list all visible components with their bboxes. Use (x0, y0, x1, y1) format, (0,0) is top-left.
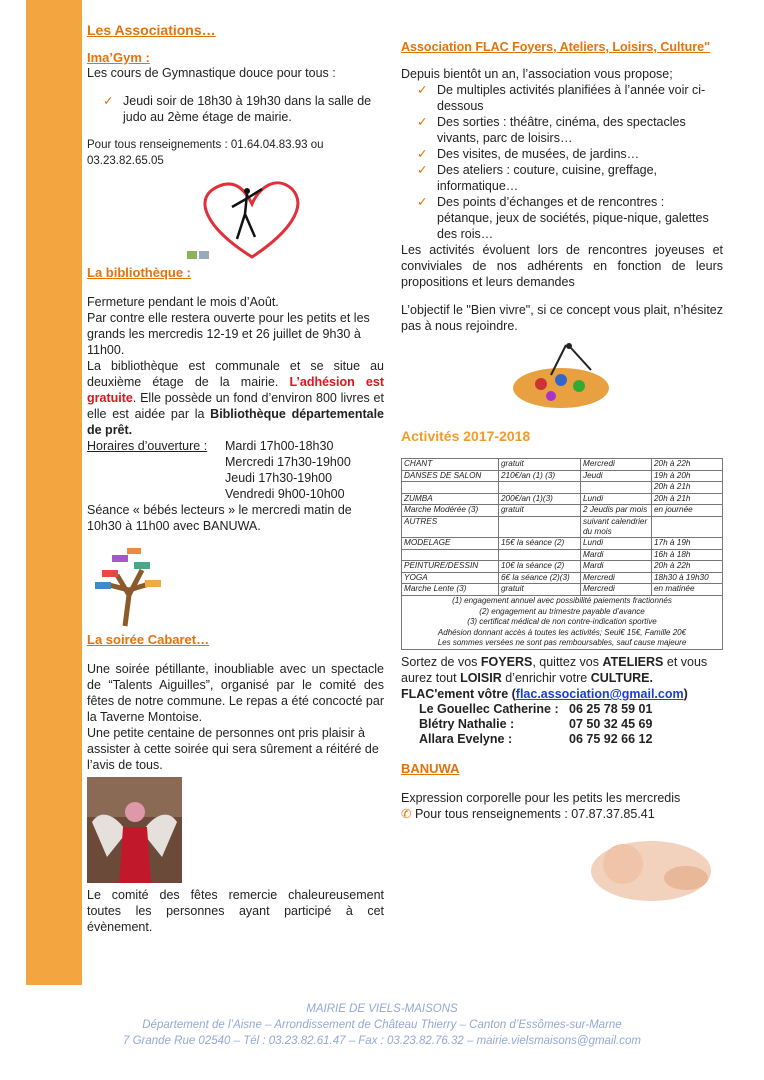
bibliotheque-communal: La bibliothèque est communale et se situe au deuxième étage de la mairie. L’adhésion est gratuite. Elle possède un fond d’environ 800 livres et elle est aidée par la Bibliothèque départementale de prêt. (87, 359, 384, 437)
art-palette-image (401, 340, 723, 414)
flac-slogan: Sortez de vos FOYERS, quittez vos ATELIERS et vous aurez tout LOISIR d’enrichir votre CULTURE. (401, 654, 708, 685)
table-cell (499, 482, 581, 494)
cabaret-p2: Une petite centaine de personnes ont pris plaisir à assister à cette soirée qui sera sûrement a réitéré de l’avis de tous. (87, 726, 379, 772)
flac-objectif-paragraph: L’objectif le "Bien vivre", si ce concept vous plait, n’hésitez pas à nous rejoindre. (401, 303, 723, 333)
table-cell: 19h à 20h (652, 470, 723, 482)
table-cell (581, 482, 652, 494)
footer: MAIRIE DE VIELS-MAISONS Département de l’Aisne – Arrondissement de Château Thierry – Canton d’Essômes-sur-Marne 7 Grande Rue 02540 – Tél : 03.23.82.61.47 – Fax : 03.23.82.76.32 – mairie.vielsmaisons@gmail.com (123, 1003, 641, 1047)
left-column (87, 22, 384, 935)
table-cell: YOGA (402, 572, 499, 584)
table-row (402, 549, 723, 561)
table-cell: AUTRES (402, 516, 499, 537)
table-cell: 17h à 19h (652, 537, 723, 549)
list-item: ✓ Des sorties : théâtre, cinéma, des spectacles vivants, parc de loisirs… (417, 115, 686, 145)
table-cell: Mercredi (581, 584, 652, 596)
imagym-list (95, 93, 384, 125)
activities-table (401, 458, 723, 596)
baby-photo (401, 826, 723, 902)
table-cell: 20h à 21h (652, 493, 723, 505)
flac-intro: Depuis bientôt un an, l’association vous propose; (401, 67, 673, 81)
table-cell: gratuit (499, 584, 581, 596)
flac-activities-paragraph: Les activités évoluent lors de rencontres joyeuses et conviviales de nos adhérents en fonction de leurs propositions et leurs demandes (401, 243, 723, 289)
flac-contact-line: FLAC'ement vôtre (flac.association@gmail.com) (401, 686, 688, 701)
book-tree-image (87, 540, 384, 628)
imagym-info: Pour tous renseignements : 01.64.04.83.93 ou 03.23.82.65.05 (87, 139, 324, 167)
flac-title: Association FLAC Foyers, Ateliers, Loisirs, Culture" (401, 40, 711, 54)
table-row (402, 537, 723, 549)
table-cell (499, 549, 581, 561)
table-cell (402, 482, 499, 494)
cabaret-p1: Une soirée pétillante, inoubliable avec un spectacle de “Talents Aiguilles”, organisé par le comité des fêtes de notre commune. Le repas a été concocté par la Taverne Montoise. (87, 662, 384, 724)
checkmark-icon: ✓ (417, 195, 428, 209)
table-cell: MODELAGE (402, 537, 499, 549)
table-row (402, 505, 723, 517)
list-item: ✓ Des visites, de musées, de jardins… (417, 147, 640, 161)
checkmark-icon: ✓ (103, 94, 114, 108)
list-item: ✓ Des ateliers : couture, cuisine, greffage, informatique… (417, 163, 658, 193)
table-cell (499, 516, 581, 537)
table-cell: 200€/an (1)(3) (499, 493, 581, 505)
bebes-lecteurs: Séance « bébés lecteurs » le mercredi matin de 10h30 à 11h00 avec BANUWA. (87, 503, 352, 533)
table-cell: 15€ la séance (2) (499, 537, 581, 549)
table-row (402, 459, 723, 471)
table-row (402, 516, 723, 537)
table-cell: Lundi (581, 537, 652, 549)
table-row (402, 572, 723, 584)
cabaret-title: La soirée Cabaret… (87, 632, 210, 647)
table-cell: CHANT (402, 459, 499, 471)
banuwa-paragraph: Expression corporelle pour les petits les mercredis (401, 790, 681, 805)
table-cell: Mardi (581, 561, 652, 573)
table-cell (652, 516, 723, 537)
table-row (402, 584, 723, 596)
table-cell: 210€/an (1) (3) (499, 470, 581, 482)
checkmark-icon: ✓ (417, 147, 428, 161)
table-cell: Mardi (581, 549, 652, 561)
imagym-intro: Les cours de Gymnastique douce pour tous : (87, 66, 336, 80)
phone-icon: ✆ (401, 806, 412, 821)
table-cell: Marche Modérée (3) (402, 505, 499, 517)
table-row (402, 482, 723, 494)
banuwa-title: BANUWA (401, 760, 460, 776)
table-cell: Mercredi (581, 572, 652, 584)
activities-title: Activités 2017-2018 (401, 428, 531, 444)
imagym-title: Ima’Gym : (87, 50, 150, 65)
checkmark-icon: ✓ (417, 83, 428, 97)
cabaret-p3: Le comité des fêtes remercie chaleureusement toutes les personnes ayant participé à cet évènement. (87, 888, 384, 934)
table-cell: DANSES DE SALON (402, 470, 499, 482)
table-cell: Mercredi (581, 459, 652, 471)
checkmark-icon: ✓ (417, 115, 428, 129)
bibliotheque-closing: Fermeture pendant le mois d’Août. (87, 295, 279, 309)
table-cell: 16h à 18h (652, 549, 723, 561)
bibliotheque-title: La bibliothèque : (87, 265, 191, 280)
right-column (401, 22, 723, 902)
cabaret-photo (87, 777, 384, 883)
banuwa-info: ✆ Pour tous renseignements : 07.87.37.85.41 (401, 806, 655, 821)
table-cell: Jeudi (581, 470, 652, 482)
list-item: ✓ Des points d’échanges et de rencontres : pétanque, jeux de sociétés, pique-nique, galettes des rois… (417, 195, 709, 241)
bibliotheque-open: Par contre elle restera ouverte pour les petits et les grands les mercredis 12-19 et 26 juillet de 9h30 à 11h00. (87, 311, 370, 357)
checkmark-icon: ✓ (417, 163, 428, 177)
table-row (402, 470, 723, 482)
table-cell: gratuit (499, 505, 581, 517)
list-item: ✓ De multiples activités planifiées à l’année voir ci-dessous (417, 83, 706, 113)
table-cell: suivant calendrier du mois (581, 516, 652, 537)
activities-notes: (1) engagement annuel avec possibilité paiements fractionnés (2) engagement au trimestre payable d’avance (3) certificat médical de non contre-indication sportive Adhésion donnant accès à toutes les activités; Seul€ 15€, Famille 20€ Les sommes versées ne sont pas remboursables, sauf cause majeure (401, 596, 723, 650)
orange-margin-bar (26, 0, 82, 985)
contacts-list: Le Gouellec Catherine : 06 25 78 59 01 Blétry Nathalie : 07 50 32 45 69 Allara Evelyne : 06 75 92 66 12 (419, 701, 653, 746)
table-cell: 18h30 à 19h30 (652, 572, 723, 584)
table-cell: PEINTURE/DESSIN (402, 561, 499, 573)
heart-dancer-image (87, 169, 384, 261)
opening-hours: Horaires d’ouverture : Mardi 17h00-18h30 Mercredi 17h30-19h00 Jeudi 17h30-19h00 Vendredi 9h00-10h00 (87, 439, 351, 501)
table-cell: Marche Lente (3) (402, 584, 499, 596)
table-cell: 2 Jeudis par mois (581, 505, 652, 517)
table-cell: en matinée (652, 584, 723, 596)
table-cell: 10€ la séance (2) (499, 561, 581, 573)
table-cell: Lundi (581, 493, 652, 505)
table-cell: 6€ la séance (2)(3) (499, 572, 581, 584)
table-cell: gratuit (499, 459, 581, 471)
flac-email-link[interactable]: flac.association@gmail.com (515, 686, 684, 701)
associations-title: Les Associations… (87, 22, 216, 38)
table-cell: 20h à 21h (652, 482, 723, 494)
table-cell: ZUMBA (402, 493, 499, 505)
table-cell: 20h à 22h (652, 561, 723, 573)
table-row (402, 561, 723, 573)
flac-list (409, 82, 723, 242)
table-cell: en journée (652, 505, 723, 517)
table-cell: 20h à 22h (652, 459, 723, 471)
table-cell (402, 549, 499, 561)
table-row (402, 493, 723, 505)
list-item: ✓ Jeudi soir de 18h30 à 19h30 dans la salle de judo au 2ème étage de mairie. (103, 94, 372, 124)
